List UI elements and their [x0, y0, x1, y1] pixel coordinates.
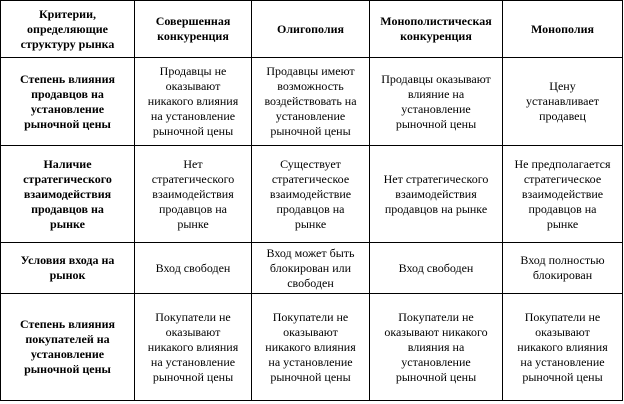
- text-line: влияния на: [407, 339, 465, 354]
- header-perfect-competition-cell: [135, 1, 252, 58]
- text-line: оказывают: [535, 324, 590, 339]
- table-cell: [370, 58, 503, 146]
- header-criteria-cell: [1, 1, 135, 58]
- text-line: рынке: [546, 216, 579, 231]
- text-line: продавцов на: [31, 86, 104, 101]
- text-line: никакого влияния: [147, 94, 239, 108]
- text-line: свободен: [287, 275, 334, 290]
- text-line: Вход полностью: [520, 253, 605, 267]
- row-criterion-cell: [1, 58, 135, 146]
- text-line: рынке: [50, 216, 85, 231]
- table-cell: [503, 146, 623, 243]
- text-line: продавцов на: [31, 201, 104, 216]
- text-line: продавцов на рынке: [384, 201, 488, 216]
- row-criterion-cell: [1, 294, 135, 401]
- header-oligopoly-cell: [252, 1, 370, 58]
- text-line: Наличие: [43, 156, 92, 171]
- text-line: Степень влияния: [19, 317, 115, 331]
- text-line: рыночной цены: [24, 116, 111, 131]
- text-line: рынке: [294, 216, 327, 231]
- table-header-row: [1, 1, 623, 58]
- text-line: никакого влияния: [147, 339, 239, 354]
- text-line: стратегическое: [271, 171, 350, 186]
- text-line: стратегического: [151, 171, 235, 186]
- table-row: [1, 146, 623, 243]
- table-cell: [135, 146, 252, 243]
- header-text-line: Совершенная: [155, 14, 231, 28]
- header-text-line: структуру рынка: [20, 36, 115, 51]
- text-line: установление: [30, 101, 105, 116]
- text-line: установление: [275, 109, 346, 123]
- text-line: стратегическое: [523, 171, 602, 186]
- text-line: рынок: [49, 268, 86, 282]
- table-cell: [252, 146, 370, 243]
- text-line: блокирован или: [269, 260, 352, 275]
- text-line: установление: [401, 101, 471, 116]
- text-line: Существует: [280, 156, 341, 171]
- text-line: на установление: [150, 354, 236, 369]
- text-line: оказывают: [165, 324, 221, 339]
- text-line: Вход свободен: [155, 260, 231, 275]
- text-line: на установление: [268, 354, 353, 369]
- text-line: Цену: [549, 79, 576, 93]
- header-monopoly-cell: [503, 1, 623, 58]
- text-line: устанавливает: [525, 94, 600, 108]
- text-line: оказывают: [283, 324, 338, 339]
- header-text-line: конкуренция: [157, 29, 229, 43]
- text-line: рыночной цены: [522, 369, 603, 384]
- text-line: Продавцы имеют: [266, 64, 355, 78]
- table-cell: [370, 243, 503, 294]
- text-line: блокирован: [532, 268, 593, 282]
- text-line: никакого влияния: [265, 339, 356, 354]
- text-line: рыночной цены: [395, 369, 477, 384]
- text-line: взаимодействие: [269, 186, 352, 201]
- text-line: рыночной цены: [152, 369, 234, 384]
- table-cell: [370, 146, 503, 243]
- text-line: рыночной цены: [24, 362, 111, 376]
- text-line: покупателей на: [25, 332, 110, 346]
- text-line: Степень влияния: [19, 71, 115, 86]
- text-line: рынке: [177, 216, 209, 231]
- text-line: Продавцы не: [159, 64, 227, 78]
- header-text-line: определяющие: [27, 21, 108, 36]
- text-line: влияние на: [407, 86, 465, 101]
- text-line: на установление: [150, 109, 236, 123]
- table-cell: [370, 294, 503, 401]
- text-line: рыночной цены: [270, 369, 351, 384]
- text-line: продавцов на: [276, 201, 345, 216]
- header-monopolistic-competition-cell: [370, 1, 503, 58]
- text-line: взаимодействия: [23, 186, 112, 201]
- text-line: на установление: [520, 354, 605, 369]
- table-row: [1, 58, 623, 146]
- header-text-line: Монополия: [531, 21, 594, 36]
- text-line: стратегического: [23, 171, 112, 186]
- text-line: взаимодействия: [395, 186, 477, 201]
- text-line: Вход свободен: [398, 260, 474, 275]
- header-text-line: Монополистическая: [380, 14, 492, 28]
- text-line: Не предполагается: [514, 156, 611, 171]
- text-line: оказывают никакого: [384, 324, 488, 339]
- text-line: взаимодействие: [521, 186, 604, 201]
- table-cell: [503, 58, 623, 146]
- table-row: [1, 294, 623, 401]
- text-line: Нет стратегического: [383, 171, 489, 186]
- text-line: продавцов на: [528, 201, 597, 216]
- header-text-line: Олигополия: [276, 21, 345, 36]
- text-line: Вход может быть: [266, 245, 355, 260]
- text-line: рыночной цены: [395, 116, 477, 131]
- text-line: Условия входа на: [20, 253, 115, 267]
- text-line: рыночной цены: [270, 124, 351, 138]
- text-line: никакого влияния: [517, 339, 608, 354]
- text-line: установление: [401, 354, 471, 369]
- text-line: Покупатели не: [524, 309, 601, 324]
- row-criterion-cell: [1, 243, 135, 294]
- text-line: Покупатели не: [155, 309, 231, 324]
- text-line: воздействовать на: [264, 94, 357, 108]
- text-line: установление: [30, 347, 105, 361]
- text-line: Продавцы оказывают: [381, 71, 491, 86]
- table-cell: [503, 243, 623, 294]
- table-cell: [135, 294, 252, 401]
- table-cell: [252, 294, 370, 401]
- text-line: продавец: [539, 109, 586, 123]
- text-line: Нет: [183, 156, 203, 171]
- row-criterion-cell: [1, 146, 135, 243]
- text-line: Покупатели не: [272, 309, 349, 324]
- text-line: продавцов на: [158, 201, 227, 216]
- table-cell: [252, 243, 370, 294]
- text-line: оказывают: [165, 79, 221, 93]
- table-row: [1, 243, 623, 294]
- text-line: рыночной цены: [152, 124, 234, 138]
- text-line: Покупатели не: [398, 309, 474, 324]
- text-line: возможность: [277, 79, 344, 93]
- text-line: взаимодействия: [152, 186, 234, 201]
- header-text-line: Критерии,: [38, 6, 96, 21]
- header-text-line: конкуренция: [400, 29, 472, 43]
- table-cell: [135, 58, 252, 146]
- table-cell: [135, 243, 252, 294]
- table-cell: [252, 58, 370, 146]
- table-cell: [503, 294, 623, 401]
